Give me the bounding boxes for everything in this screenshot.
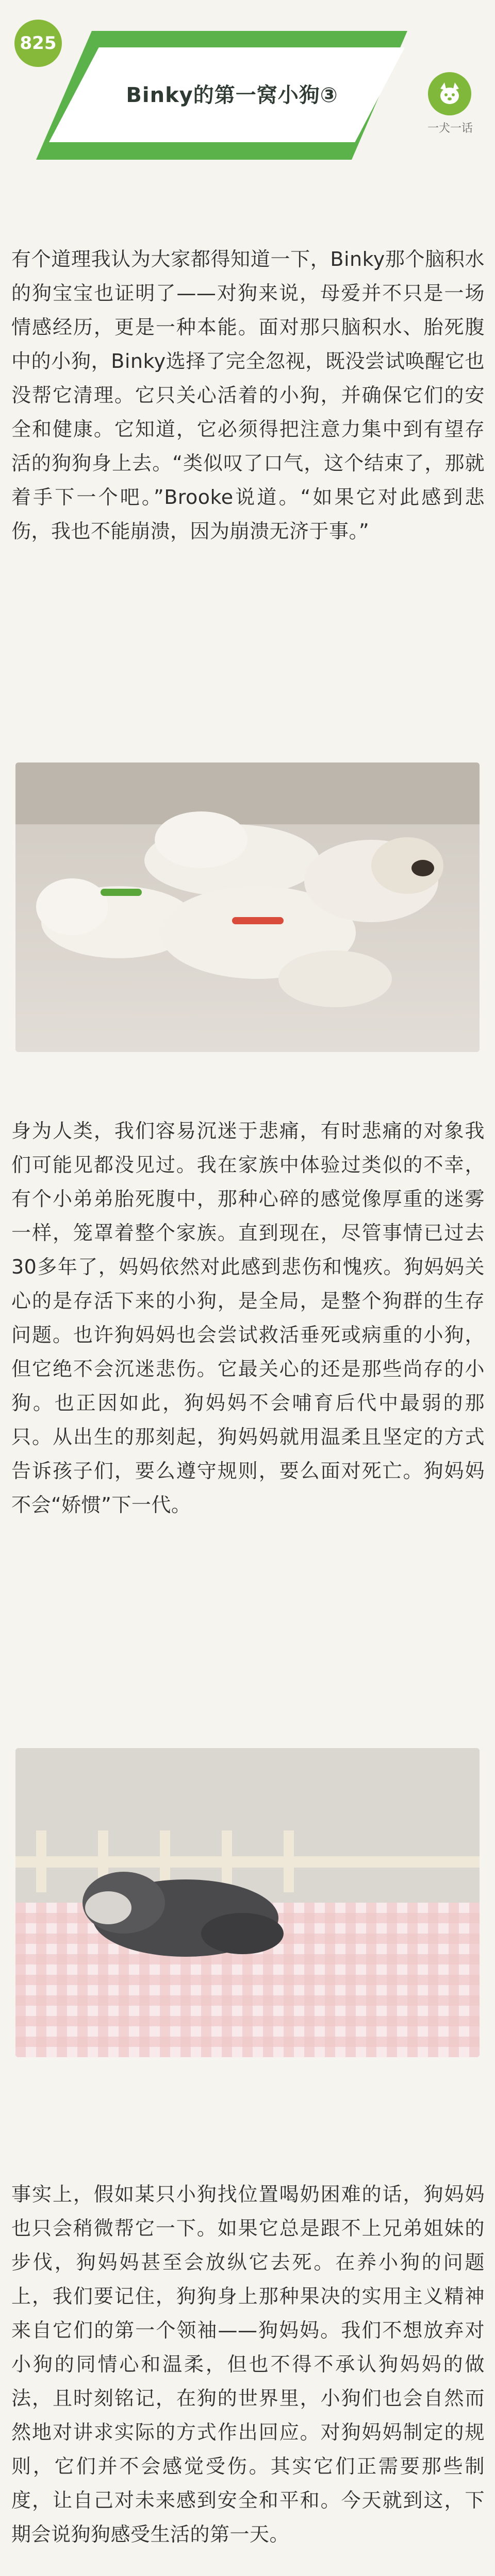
dog-logo-icon [428,72,471,115]
puppies-photo [15,762,480,1052]
issue-number: 825 [20,33,57,54]
sleeping-puppy-photo [15,1748,480,2057]
article-title: Binky的第一窝小狗③ [126,83,338,107]
article-paragraph-3: 事实上，假如某只小狗找位置喝奶困难的话，狗妈妈也只会稍微帮它一下。如果它总是跟不上兄弟姐妹的步伐，狗妈妈甚至会放纵它去死。在养小狗的问题上，我们要记住，狗狗身上那种果决的实用主义精神来自它们的第一个领袖——狗妈妈。我们不想放弃对小狗的同情心和温柔，但也不得不承认狗妈妈的做法，且时刻铭记，在狗的世界里，小狗们也会自然而然地对讲求实际的方式作出回应。对狗妈妈制定的规则，它们并不会感觉受伤。其实它们正需要那些制度，让自己对未来感到安全和平和。今天就到这，下期会说狗狗感受生活的第一天。 [11,2183,485,2546]
issue-number-badge [14,20,62,67]
header-banner [0,0,495,196]
logo-caption: 一犬一话 [427,122,473,135]
article-paragraph-2: 身为人类，我们容易沉迷于悲痛，有时悲痛的对象我们可能见都没见过。我在家族中体验过类似的不幸，有个小弟弟胎死腹中，那种心碎的感觉像厚重的迷雾一样，笼罩着整个家族。直到现在，尽管事情已过去30多年了，妈妈依然对此感到悲伤和愧疚。狗妈妈关心的是存活下来的小狗，是全局，是整个狗群的生存问题。也许狗妈妈也会尝试救活垂死或病重的小狗，但它绝不会沉迷悲伤。它最关心的还是那些尚存的小狗。也正因如此，狗妈妈不会哺育后代中最弱的那只。从出生的那刻起，狗妈妈就用温柔且坚定的方式告诉孩子们，要么遵守规则，要么面对死亡。狗妈妈不会“娇惯”下一代。 [11,1120,485,1516]
article-paragraph-1: 有个道理我认为大家都得知道一下，Binky那个脑积水的狗宝宝也证明了——对狗来说，母爱并不只是一场情感经历，更是一种本能。面对那只脑积水、胎死腹中的小狗，Binky选择了完全忽视，既没尝试唤醒它也没帮它清理。它只关心活着的小狗，并确保它们的安全和健康。它知道，它必须得把注意力集中到有望存活的狗狗身上去。“类似叹了口气，这个结束了，那就着手下一个吧。”Brooke说道。“如果它对此感到悲伤，我也不能崩溃，因为崩溃无济于事。” [11,248,485,543]
